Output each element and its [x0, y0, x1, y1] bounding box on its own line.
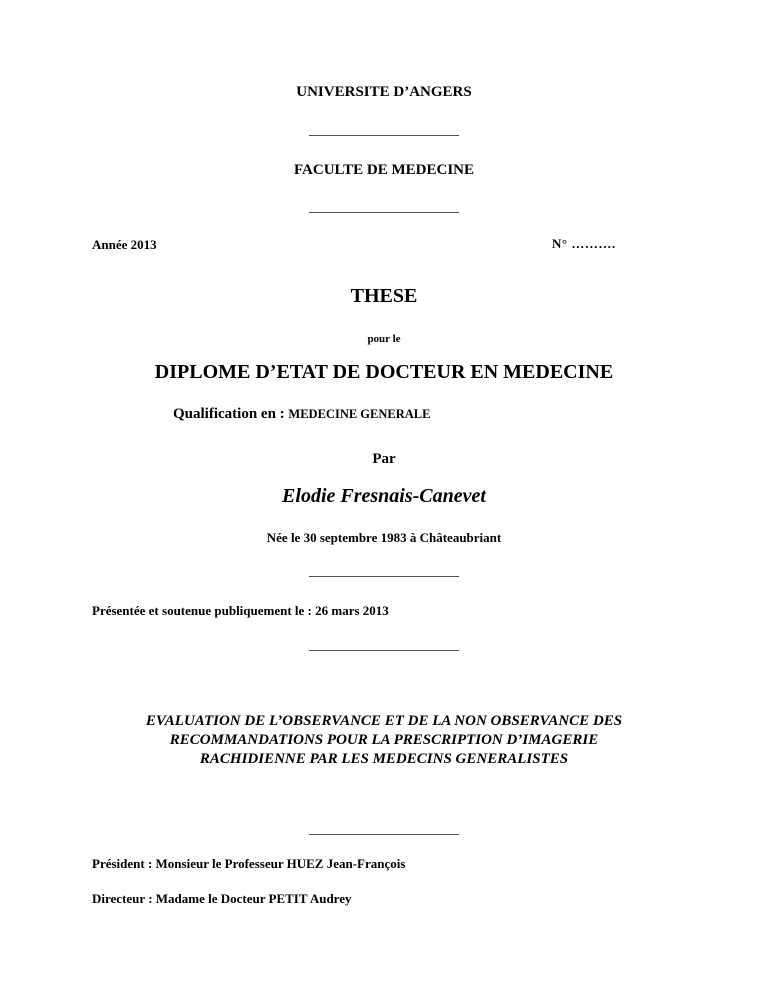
- divider: [309, 576, 459, 577]
- year-label: Année 2013: [92, 237, 157, 252]
- university-name: UNIVERSITE D’ANGERS: [296, 84, 472, 100]
- faculty-name: FACULTE DE MEDECINE: [293, 162, 475, 178]
- thesis-title-line: RACHIDIENNE PAR LES MEDECINS GENERALISTES: [199, 751, 569, 767]
- thesis-title-line: RECOMMANDATIONS POUR LA PRESCRIPTION D’IMAGERIE: [169, 732, 599, 748]
- thesis-title: [0, 712, 768, 769]
- author-name: Elodie Fresnais-Canevet: [282, 485, 486, 507]
- thesis-director: Directeur : Madame le Docteur PETIT Audrey: [92, 891, 352, 906]
- qualification-specialty: MEDECINE GENERALE: [288, 407, 431, 421]
- divider: [309, 650, 459, 651]
- divider: [309, 135, 459, 136]
- thesis-heading: THESE: [350, 285, 418, 307]
- par-text: Par: [372, 451, 396, 467]
- jury-president: Président : Monsieur le Professeur HUEZ Jean-François: [92, 856, 406, 871]
- divider: [309, 834, 459, 835]
- thesis-number: N° ……….: [552, 236, 616, 251]
- pour-le-text: pour le: [367, 333, 401, 345]
- divider: [309, 212, 459, 213]
- diploma-title: DIPLOME D’ETAT DE DOCTEUR EN MEDECINE: [154, 361, 614, 383]
- defense-date: Présentée et soutenue publiquement le : 26 mars 2013: [92, 603, 389, 618]
- birth-info: Née le 30 septembre 1983 à Châteaubriant: [266, 530, 502, 545]
- qualification-label: Qualification en :: [173, 406, 285, 422]
- thesis-title-line: EVALUATION DE L’OBSERVANCE ET DE LA NON OBSERVANCE DES: [145, 713, 623, 729]
- qualification-line: [173, 406, 430, 423]
